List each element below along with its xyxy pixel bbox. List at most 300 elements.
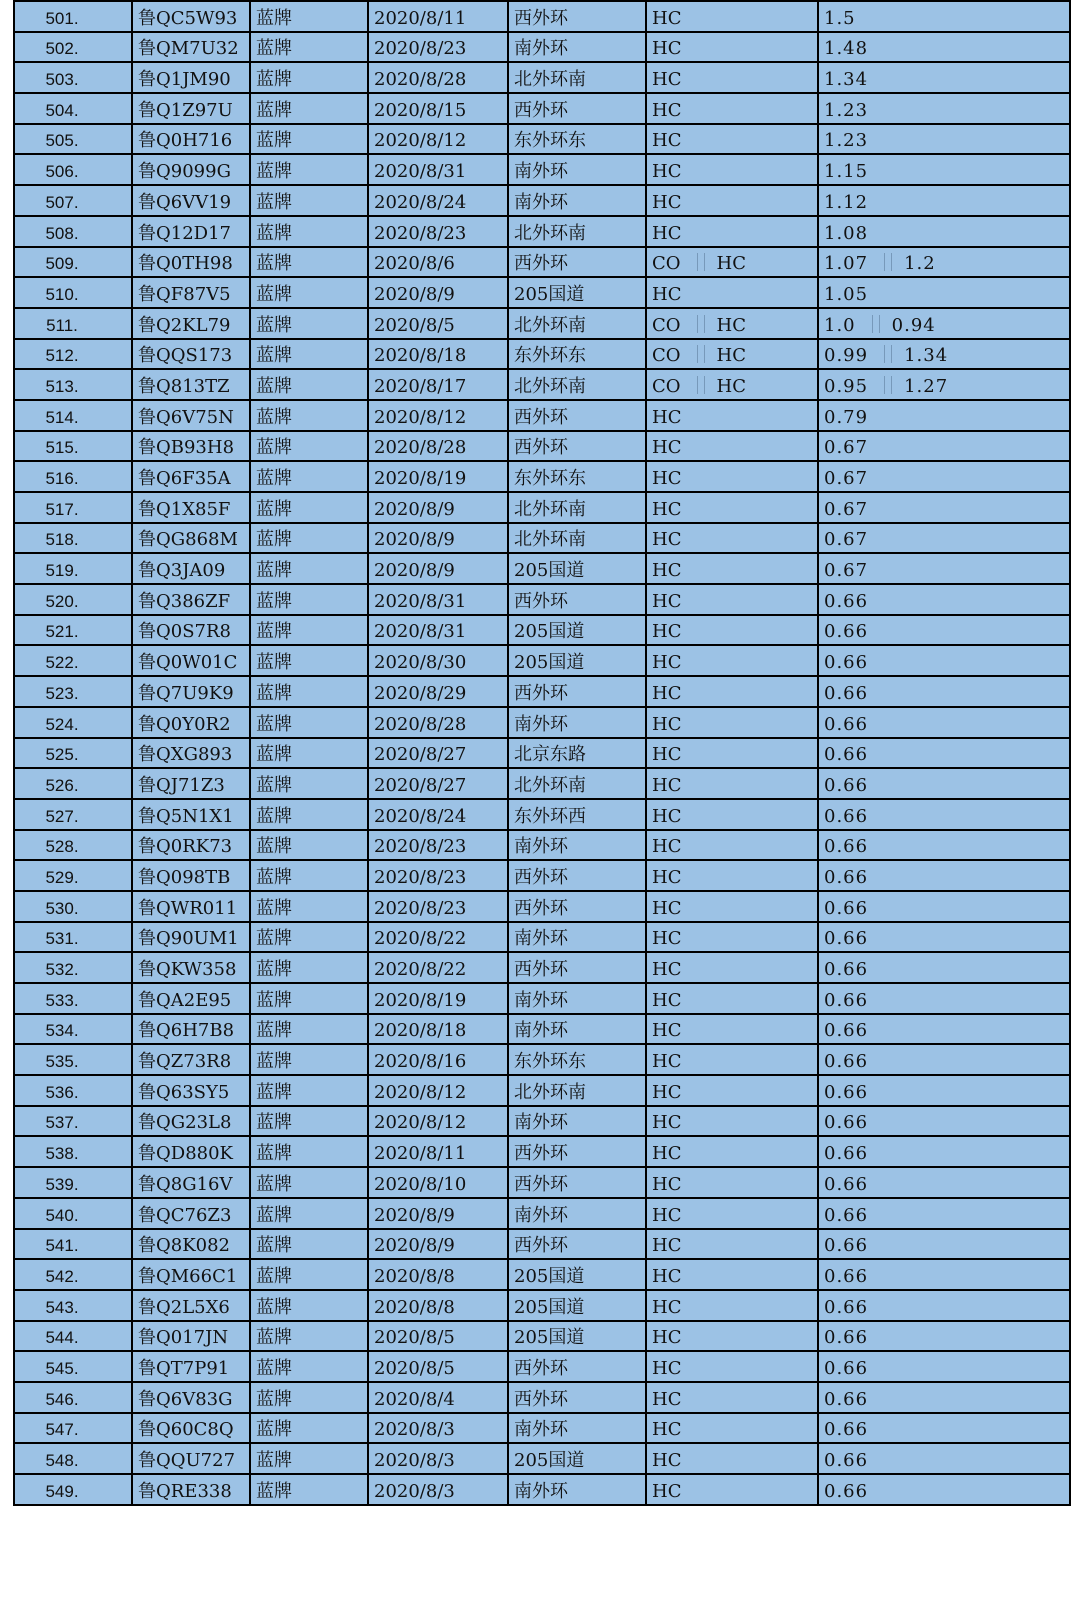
pollutant-label: HC: [652, 1081, 682, 1103]
location-cell: 南外环: [508, 830, 646, 861]
pollutant-label: HC: [652, 69, 682, 91]
pollutant-label: HC: [652, 1235, 682, 1257]
row-number-cell: 506.: [14, 154, 132, 185]
date-cell: 2020/8/23: [368, 891, 508, 922]
pollutant-label: HC: [716, 375, 747, 397]
row-number-cell: 528.: [14, 830, 132, 861]
pollutant-label: HC: [652, 959, 682, 980]
measured-value-cell: [818, 830, 1070, 861]
pollutant-cell: [646, 615, 818, 646]
plate-color-cell: 蓝牌: [250, 830, 368, 861]
measured-value: 0.66: [824, 1480, 869, 1502]
double-bar-separator: [884, 253, 892, 271]
plate-color-cell: 蓝牌: [250, 799, 368, 830]
date-cell: 2020/8/9: [368, 553, 508, 584]
date-cell: 2020/8/28: [368, 431, 508, 462]
plate-color-cell: 蓝牌: [250, 1321, 368, 1352]
plate-color-cell: 蓝牌: [250, 1413, 368, 1444]
pollutant-label: HC: [652, 836, 682, 858]
pollutant-label: CO: [652, 375, 681, 397]
row-number-cell: 535.: [14, 1044, 132, 1075]
location-cell: 南外环: [508, 983, 646, 1014]
pollutant-cell: [646, 707, 818, 738]
plate-color-cell: 蓝牌: [250, 1259, 368, 1290]
table-row: [14, 860, 1070, 891]
row-number-cell: 516.: [14, 461, 132, 492]
location-cell: 北外环南: [508, 1075, 646, 1106]
measured-value-cell: [818, 1290, 1070, 1321]
date-cell: 2020/8/12: [368, 400, 508, 431]
table-row: [14, 492, 1070, 523]
pollutant-cell: [646, 154, 818, 185]
plate-color-cell: 蓝牌: [250, 1351, 368, 1382]
row-number-cell: 527.: [14, 799, 132, 830]
measured-value: 1.48: [824, 38, 869, 60]
plate-color-cell: 蓝牌: [250, 400, 368, 431]
plate-number-cell: 鲁Q7U9K9: [132, 676, 250, 707]
table-row: [14, 1382, 1070, 1413]
row-number-cell: 549.: [14, 1474, 132, 1505]
table-row: [14, 584, 1070, 615]
pollutant-cell: [646, 1, 818, 32]
measured-value-cell: [818, 431, 1070, 462]
location-cell: 205国道: [508, 645, 646, 676]
location-cell: 205国道: [508, 277, 646, 308]
row-number-cell: 511.: [14, 308, 132, 339]
measured-value-cell: [818, 707, 1070, 738]
table-row: [14, 676, 1070, 707]
table-row: [14, 615, 1070, 646]
measured-value: 0.66: [824, 744, 869, 766]
double-bar-separator: [884, 345, 892, 363]
row-number-cell: 543.: [14, 1290, 132, 1321]
row-number-cell: 531.: [14, 922, 132, 953]
plate-number-cell: 鲁QC76Z3: [132, 1198, 250, 1229]
location-cell: 西外环: [508, 431, 646, 462]
plate-color-cell: 蓝牌: [250, 676, 368, 707]
pollutant-cell: [646, 799, 818, 830]
pollutant-label: HC: [652, 1204, 682, 1226]
pollutant-cell: [646, 339, 818, 370]
measured-value: 0.66: [824, 774, 869, 796]
date-cell: 2020/8/18: [368, 1014, 508, 1045]
table-row: [14, 1167, 1070, 1198]
location-cell: 西外环: [508, 93, 646, 124]
measured-value: 1.34: [824, 69, 869, 91]
measured-value: 1.05: [824, 283, 869, 305]
pollutant-label: HC: [652, 805, 682, 827]
date-cell: 2020/8/16: [368, 1044, 508, 1075]
pollutant-label: HC: [652, 1051, 682, 1073]
location-cell: 北外环南: [508, 523, 646, 554]
table-row: [14, 1229, 1070, 1260]
plate-color-cell: 蓝牌: [250, 860, 368, 891]
pollutant-cell: [646, 124, 818, 155]
location-cell: 西外环: [508, 584, 646, 615]
table-row: [14, 830, 1070, 861]
plate-color-cell: 蓝牌: [250, 523, 368, 554]
date-cell: 2020/8/10: [368, 1167, 508, 1198]
row-number-cell: 513.: [14, 369, 132, 400]
pollutant-label: HC: [652, 191, 682, 213]
row-number-cell: 539.: [14, 1167, 132, 1198]
measured-value-cell: [818, 308, 1070, 339]
pollutant-label: HC: [652, 130, 682, 152]
plate-number-cell: 鲁Q0RK73: [132, 830, 250, 861]
date-cell: 2020/8/12: [368, 1075, 508, 1106]
location-cell: 东外环东: [508, 461, 646, 492]
measured-value: 0.66: [824, 836, 869, 858]
plate-number-cell: 鲁Q90UM1: [132, 922, 250, 953]
plate-number-cell: 鲁Q6VV19: [132, 185, 250, 216]
measured-value: 1.08: [824, 222, 869, 244]
date-cell: 2020/8/31: [368, 154, 508, 185]
pollutant-cell: [646, 1136, 818, 1167]
plate-color-cell: 蓝牌: [250, 1167, 368, 1198]
date-cell: 2020/8/3: [368, 1474, 508, 1505]
pollutant-label: CO: [652, 314, 681, 336]
pollutant-label: HC: [652, 437, 682, 459]
pollutant-label: HC: [652, 1388, 682, 1410]
location-cell: 北外环南: [508, 308, 646, 339]
row-number-cell: 515.: [14, 431, 132, 462]
date-cell: 2020/8/19: [368, 461, 508, 492]
pollutant-label: HC: [716, 253, 747, 275]
measured-value-cell: [818, 1167, 1070, 1198]
measured-value: 0.95: [824, 375, 869, 397]
measured-value: 1.27: [904, 375, 949, 397]
table-row: [14, 1075, 1070, 1106]
pollutant-label: HC: [652, 866, 682, 888]
location-cell: 西外环: [508, 676, 646, 707]
plate-number-cell: 鲁Q6V75N: [132, 400, 250, 431]
pollutant-cell: [646, 1259, 818, 1290]
pollutant-label: CO: [652, 253, 681, 275]
measured-value-cell: [818, 983, 1070, 1014]
measured-value: 0.66: [824, 713, 869, 735]
measured-value-cell: [818, 1259, 1070, 1290]
plate-color-cell: 蓝牌: [250, 1075, 368, 1106]
plate-color-cell: 蓝牌: [250, 738, 368, 769]
row-number-cell: 507.: [14, 185, 132, 216]
table-row: [14, 1321, 1070, 1352]
pollutant-cell: [646, 32, 818, 63]
plate-color-cell: 蓝牌: [250, 983, 368, 1014]
pollutant-cell: [646, 553, 818, 584]
pollutant-cell: [646, 952, 818, 983]
date-cell: 2020/8/18: [368, 339, 508, 370]
pollutant-cell: [646, 400, 818, 431]
date-cell: 2020/8/28: [368, 62, 508, 93]
measured-value: 0.67: [824, 437, 869, 459]
location-cell: 西外环: [508, 891, 646, 922]
date-cell: 2020/8/28: [368, 707, 508, 738]
date-cell: 2020/8/23: [368, 32, 508, 63]
measured-value: 1.12: [824, 191, 869, 213]
pollutant-cell: [646, 738, 818, 769]
location-cell: 西外环: [508, 1, 646, 32]
table-row: [14, 891, 1070, 922]
row-number-cell: 524.: [14, 707, 132, 738]
table-row: [14, 32, 1070, 63]
pollutant-label: HC: [652, 1020, 682, 1042]
row-number-cell: 512.: [14, 339, 132, 370]
measured-value-cell: [818, 93, 1070, 124]
pollutant-cell: [646, 1075, 818, 1106]
plate-number-cell: 鲁QC5W93: [132, 1, 250, 32]
measured-value: 1.23: [824, 99, 869, 121]
pollutant-label: HC: [652, 1173, 682, 1195]
pollutant-label: HC: [652, 1480, 682, 1502]
measured-value-cell: [818, 339, 1070, 370]
measured-value: 0.66: [824, 1388, 869, 1410]
measured-value: 0.94: [891, 314, 936, 336]
measured-value: 1.34: [904, 345, 949, 367]
measured-value: 0.66: [824, 959, 869, 980]
plate-color-cell: 蓝牌: [250, 1044, 368, 1075]
pollutant-label: HC: [652, 989, 682, 1011]
pollutant-cell: [646, 1321, 818, 1352]
measured-value-cell: [818, 369, 1070, 400]
pollutant-cell: [646, 983, 818, 1014]
measured-value-cell: [818, 62, 1070, 93]
pollutant-label: HC: [652, 222, 682, 244]
pollutant-cell: [646, 308, 818, 339]
plate-color-cell: 蓝牌: [250, 431, 368, 462]
row-number-cell: 547.: [14, 1413, 132, 1444]
date-cell: 2020/8/30: [368, 645, 508, 676]
measured-value-cell: [818, 124, 1070, 155]
measured-value: 0.99: [824, 345, 869, 367]
pollutant-cell: [646, 431, 818, 462]
pollutant-label: HC: [652, 1419, 682, 1441]
location-cell: 205国道: [508, 1290, 646, 1321]
measured-value: 0.66: [824, 621, 869, 643]
plate-number-cell: 鲁QF87V5: [132, 277, 250, 308]
row-number-cell: 503.: [14, 62, 132, 93]
measured-value: 0.66: [824, 1143, 869, 1165]
row-number-cell: 542.: [14, 1259, 132, 1290]
location-cell: 东外环西: [508, 799, 646, 830]
row-number-cell: 532.: [14, 952, 132, 983]
pollutant-cell: [646, 1443, 818, 1474]
measured-value-cell: [818, 891, 1070, 922]
row-number-cell: 520.: [14, 584, 132, 615]
pollutant-label: HC: [652, 38, 682, 60]
pollutant-cell: [646, 1044, 818, 1075]
measured-value: 0.66: [824, 1296, 869, 1318]
measured-value: 0.66: [824, 1112, 869, 1134]
plate-color-cell: 蓝牌: [250, 1443, 368, 1474]
table-row: [14, 1259, 1070, 1290]
location-cell: 205国道: [508, 1321, 646, 1352]
plate-number-cell: 鲁Q6V83G: [132, 1382, 250, 1413]
table-row: [14, 1198, 1070, 1229]
double-bar-separator: [872, 315, 880, 333]
date-cell: 2020/8/5: [368, 308, 508, 339]
location-cell: 北京东路: [508, 738, 646, 769]
plate-color-cell: 蓝牌: [250, 185, 368, 216]
plate-number-cell: 鲁Q2KL79: [132, 308, 250, 339]
pollutant-label: HC: [652, 621, 682, 643]
location-cell: 北外环南: [508, 492, 646, 523]
location-cell: 南外环: [508, 707, 646, 738]
location-cell: 东外环东: [508, 339, 646, 370]
table-row: [14, 768, 1070, 799]
pollutant-cell: [646, 768, 818, 799]
measured-value-cell: [818, 492, 1070, 523]
location-cell: 南外环: [508, 185, 646, 216]
table-row: [14, 799, 1070, 830]
date-cell: 2020/8/15: [368, 93, 508, 124]
plate-number-cell: 鲁QJ71Z3: [132, 768, 250, 799]
plate-number-cell: 鲁QD880K: [132, 1136, 250, 1167]
pollutant-cell: [646, 676, 818, 707]
table-row: [14, 277, 1070, 308]
plate-color-cell: 蓝牌: [250, 93, 368, 124]
measured-value: 1.2: [904, 253, 936, 275]
measured-value-cell: [818, 1, 1070, 32]
location-cell: 东外环东: [508, 124, 646, 155]
pollutant-label: CO: [652, 345, 681, 367]
row-number-cell: 530.: [14, 891, 132, 922]
date-cell: 2020/8/11: [368, 1, 508, 32]
row-number-cell: 517.: [14, 492, 132, 523]
date-cell: 2020/8/11: [368, 1136, 508, 1167]
date-cell: 2020/8/22: [368, 952, 508, 983]
pollutant-label: HC: [652, 283, 682, 305]
plate-number-cell: 鲁Q6F35A: [132, 461, 250, 492]
row-number-cell: 510.: [14, 277, 132, 308]
date-cell: 2020/8/3: [368, 1443, 508, 1474]
measured-value: 0.66: [824, 682, 869, 704]
measured-value-cell: [818, 1382, 1070, 1413]
date-cell: 2020/8/24: [368, 185, 508, 216]
row-number-cell: 541.: [14, 1229, 132, 1260]
pollutant-cell: [646, 1351, 818, 1382]
table-row: [14, 553, 1070, 584]
measured-value-cell: [818, 1413, 1070, 1444]
pollutant-label: HC: [652, 1143, 682, 1165]
plate-number-cell: 鲁QQU727: [132, 1443, 250, 1474]
pollutant-label: HC: [652, 1357, 682, 1379]
table-row: [14, 523, 1070, 554]
plate-number-cell: 鲁QG868M: [132, 523, 250, 554]
pollutant-label: HC: [652, 774, 682, 796]
plate-color-cell: 蓝牌: [250, 216, 368, 247]
location-cell: 北外环南: [508, 216, 646, 247]
date-cell: 2020/8/27: [368, 738, 508, 769]
measured-value-cell: [818, 1075, 1070, 1106]
table-row: [14, 339, 1070, 370]
plate-number-cell: 鲁QG23L8: [132, 1106, 250, 1137]
date-cell: 2020/8/12: [368, 1106, 508, 1137]
table-row: [14, 922, 1070, 953]
pollutant-cell: [646, 1229, 818, 1260]
measured-value: 1.5: [824, 7, 856, 29]
date-cell: 2020/8/5: [368, 1321, 508, 1352]
table-row: [14, 62, 1070, 93]
measured-value: 0.66: [824, 1419, 869, 1441]
date-cell: 2020/8/5: [368, 1351, 508, 1382]
plate-color-cell: 蓝牌: [250, 922, 368, 953]
plate-number-cell: 鲁Q0W01C: [132, 645, 250, 676]
measured-value-cell: [818, 676, 1070, 707]
measured-value-cell: [818, 185, 1070, 216]
measured-value: 1.15: [824, 161, 869, 183]
measured-value-cell: [818, 615, 1070, 646]
row-number-cell: 538.: [14, 1136, 132, 1167]
plate-color-cell: 蓝牌: [250, 308, 368, 339]
location-cell: 北外环南: [508, 768, 646, 799]
double-bar-separator: [697, 376, 705, 394]
measured-value-cell: [818, 154, 1070, 185]
measured-value-cell: [818, 1474, 1070, 1505]
plate-color-cell: 蓝牌: [250, 492, 368, 523]
location-cell: 西外环: [508, 860, 646, 891]
double-bar-separator: [884, 376, 892, 394]
measured-value-cell: [818, 400, 1070, 431]
measured-value-cell: [818, 1198, 1070, 1229]
location-cell: 北外环南: [508, 369, 646, 400]
location-cell: 东外环东: [508, 1044, 646, 1075]
plate-number-cell: 鲁Q5N1X1: [132, 799, 250, 830]
pollutant-cell: [646, 277, 818, 308]
plate-number-cell: 鲁QZ73R8: [132, 1044, 250, 1075]
pollutant-label: HC: [652, 897, 682, 919]
location-cell: 南外环: [508, 1474, 646, 1505]
table-row: [14, 1136, 1070, 1167]
location-cell: 西外环: [508, 247, 646, 278]
table-row: [14, 400, 1070, 431]
table-row: [14, 645, 1070, 676]
plate-number-cell: 鲁Q0S7R8: [132, 615, 250, 646]
pollutant-cell: [646, 1413, 818, 1444]
pollutant-cell: [646, 1474, 818, 1505]
plate-color-cell: 蓝牌: [250, 1136, 368, 1167]
pollutant-cell: [646, 1014, 818, 1045]
plate-number-cell: 鲁Q813TZ: [132, 369, 250, 400]
location-cell: 南外环: [508, 1106, 646, 1137]
table-row: [14, 93, 1070, 124]
plate-color-cell: 蓝牌: [250, 124, 368, 155]
table-row: [14, 1474, 1070, 1505]
plate-number-cell: 鲁QRE338: [132, 1474, 250, 1505]
pollutant-label: HC: [652, 1327, 682, 1349]
measured-value: 0.66: [824, 1173, 869, 1195]
date-cell: 2020/8/23: [368, 860, 508, 891]
location-cell: 南外环: [508, 32, 646, 63]
plate-number-cell: 鲁Q12D17: [132, 216, 250, 247]
pollutant-label: HC: [652, 928, 682, 950]
location-cell: 西外环: [508, 1229, 646, 1260]
plate-color-cell: 蓝牌: [250, 1382, 368, 1413]
measured-value-cell: [818, 1106, 1070, 1137]
pollutant-label: HC: [652, 7, 682, 29]
table-row: [14, 308, 1070, 339]
measured-value-cell: [818, 952, 1070, 983]
measured-value-cell: [818, 553, 1070, 584]
plate-color-cell: 蓝牌: [250, 1290, 368, 1321]
plate-number-cell: 鲁Q0H716: [132, 124, 250, 155]
date-cell: 2020/8/24: [368, 799, 508, 830]
plate-color-cell: 蓝牌: [250, 891, 368, 922]
location-cell: 西外环: [508, 400, 646, 431]
measured-value: 0.66: [824, 866, 869, 888]
table-row: [14, 154, 1070, 185]
pollutant-label: HC: [652, 1296, 682, 1318]
date-cell: 2020/8/17: [368, 369, 508, 400]
